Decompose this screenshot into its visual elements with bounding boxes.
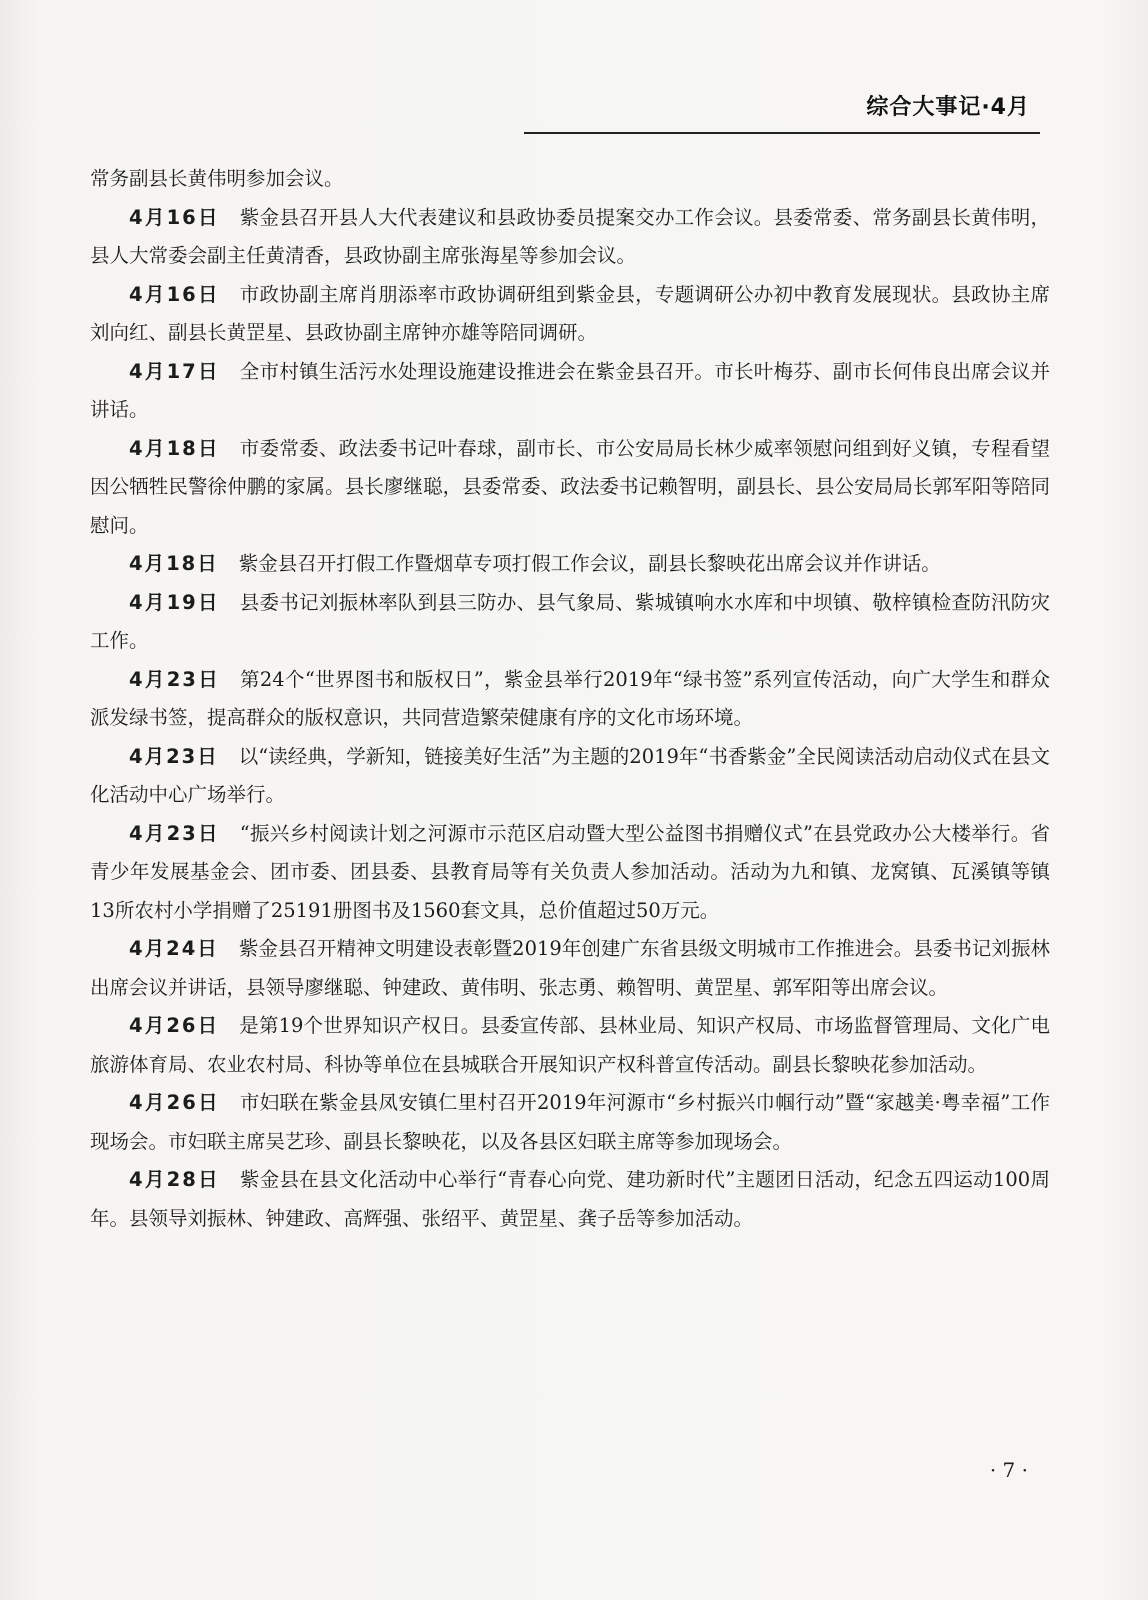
chronicle-entry (90, 930, 1050, 1007)
entry-date: 4月26日 (129, 1091, 220, 1114)
entry-date: 4月16日 (129, 205, 220, 229)
entry-text: 市妇联在紫金县凤安镇仁里村召开2019年河源市“乡村振兴巾帼行动”暨“家越美·粤幸福”工作现场会。市妇联主席吴艺珍、副县长黎映花，以及各县区妇联主席等参加现场会。 (90, 1091, 1050, 1153)
entry-date: 4月18日 (129, 552, 219, 575)
entry-date: 4月17日 (129, 359, 220, 383)
chronicle-entry (90, 1161, 1050, 1238)
entry-text: “振兴乡村阅读计划之河源市示范区启动暨大型公益图书捐赠仪式”在县党政办公大楼举行。省青少年发展基金会、团市委、团县委、县教育局等有关负责人参加活动。活动为九和镇、龙窝镇、瓦溪镇等镇13所农村小学捐赠了25191册图书及1560套文具，总价值超过50万元。 (90, 821, 1050, 922)
chronicle-entry-continuation (90, 160, 1050, 199)
entry-text: 紫金县召开打假工作暨烟草专项打假工作会议，副县长黎映花出席会议并作讲话。 (238, 552, 941, 575)
running-header (520, 86, 1040, 138)
entry-text: 紫金县召开县人大代表建议和县政协委员提案交办工作会议。县委常委、常务副县长黄伟明，县人大常委会副主任黄清香，县政协副主席张海星等参加会议。 (90, 205, 1050, 267)
entry-text: 紫金县召开精神文明建设表彰暨2019年创建广东省县级文明城市工作推进会。县委书记刘振林出席会议并讲话，县领导廖继聪、钟建政、黄伟明、张志勇、赖智明、黄罡星、郭军阳等出席会议。 (90, 937, 1050, 999)
chronicle-entry (90, 430, 1050, 546)
chronicle-entry (90, 353, 1050, 430)
chronicle-entry (90, 199, 1050, 276)
chronicle-entry (90, 276, 1050, 353)
entry-text: 常务副县长黄伟明参加会议。 (90, 167, 344, 190)
entry-text: 是第19个世界知识产权日。县委宣传部、县林业局、知识产权局、市场监督管理局、文化广电旅游体育局、农业农村局、科协等单位在县城联合开展知识产权科普宣传活动。副县长黎映花参加活动。 (90, 1014, 1050, 1076)
chronicle-entry (90, 1084, 1050, 1161)
entry-date: 4月26日 (129, 1014, 220, 1037)
chronicle-body (90, 160, 1050, 1238)
chronicle-entry (90, 584, 1050, 661)
entry-date: 4月19日 (129, 590, 220, 614)
entry-text: 第24个“世界图书和版权日”，紫金县举行2019年“绿书签”系列宣传活动，向广大学生和群众派发绿书签，提高群众的版权意识，共同营造繁荣健康有序的文化市场环境。 (90, 667, 1050, 729)
header-rule (524, 132, 1040, 134)
entry-text: 全市村镇生活污水处理设施建设推进会在紫金县召开。市长叶梅芬、副市长何伟良出席会议并讲话。 (90, 359, 1050, 421)
entry-date: 4月23日 (129, 821, 220, 845)
entry-date: 4月16日 (129, 282, 220, 306)
entry-text: 市政协副主席肖朋添率市政协调研组到紫金县，专题调研公办初中教育发展现状。县政协主席刘向红、副县长黄罡星、县政协副主席钟亦雄等陪同调研。 (90, 282, 1050, 344)
entry-date: 4月23日 (129, 667, 221, 691)
entry-text: 县委书记刘振林率队到县三防办、县气象局、紫城镇响水水库和中坝镇、敬梓镇检查防汛防灾工作。 (90, 590, 1050, 652)
entry-date: 4月28日 (129, 1168, 220, 1191)
chronicle-entry (90, 661, 1050, 738)
chronicle-entry (90, 815, 1050, 931)
entry-text: 以“读经典，学新知，链接美好生活”为主题的2019年“书香紫金”全民阅读活动启动仪式在县文化活动中心广场举行。 (90, 744, 1050, 806)
entry-date: 4月18日 (129, 436, 220, 460)
page-number: · 7 · (989, 1458, 1028, 1482)
chronicle-entry (90, 545, 1050, 584)
header-title: 综合大事记·4月 (866, 95, 1030, 120)
chronicle-entry (90, 1007, 1050, 1084)
entry-date: 4月24日 (129, 937, 219, 960)
chronicle-entry (90, 738, 1050, 815)
entry-date: 4月23日 (129, 744, 219, 768)
entry-text: 紫金县在县文化活动中心举行“青春心向党、建功新时代”主题团日活动，纪念五四运动100周年。县领导刘振林、钟建政、高辉强、张绍平、黄罡星、龚子岳等参加活动。 (90, 1168, 1050, 1230)
entry-text: 市委常委、政法委书记叶春球，副市长、市公安局局长林少威率领慰问组到好义镇，专程看望因公牺牲民警徐仲鹏的家属。县长廖继聪，县委常委、政法委书记赖智明，副县长、县公安局局长郭军阳等陪同慰问。 (90, 436, 1050, 537)
